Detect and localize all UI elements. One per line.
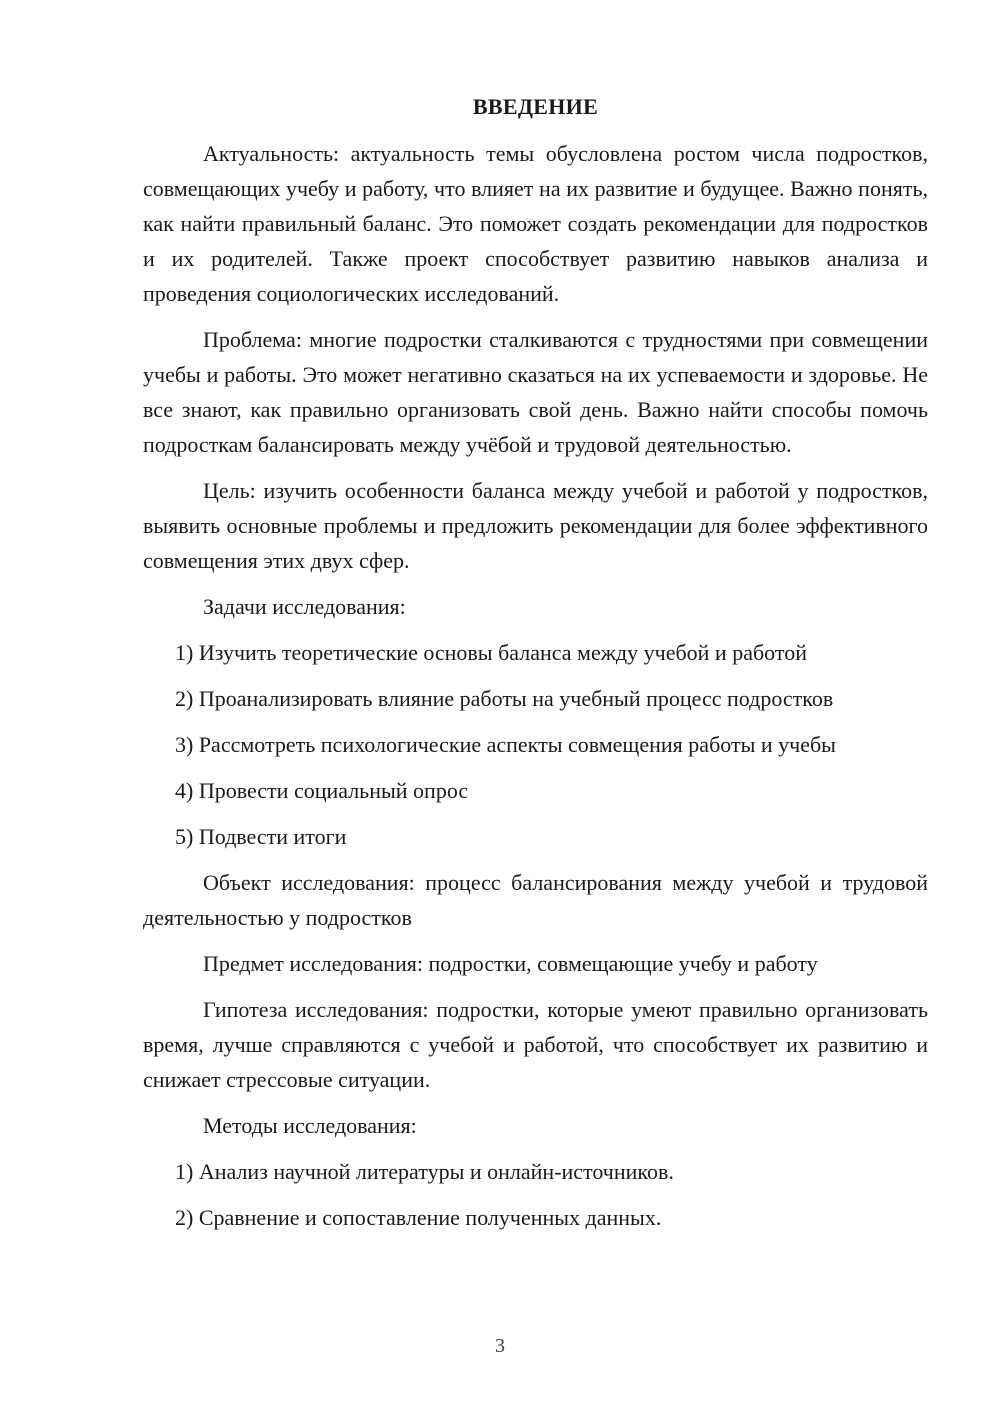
tasks-heading: Задачи исследования: — [203, 594, 406, 619]
paragraph-goal: Цель: изучить особенности баланса между учебой и работой у подростков, выявить основные проблемы и предложить рекомендации для более эффективного совмещения этих двух сфер. — [143, 478, 928, 573]
list-item: 5) Подвести итоги — [175, 824, 347, 849]
list-item: 1) Изучить теоретические основы баланса между учебой и работой — [175, 640, 807, 665]
paragraph-hypothesis: Гипотеза исследования: подростки, которые умеют правильно организовать время, лучше справляются с учебой и работой, что способствует их развитию и снижает стрессовые ситуации. — [143, 997, 928, 1092]
list-item: 4) Провести социальный опрос — [175, 778, 469, 803]
list-item: 3) Рассмотреть психологические аспекты совмещения работы и учебы — [175, 732, 836, 757]
paragraph-object: Объект исследования: процесс балансирования между учебой и трудовой деятельностью у подростков — [143, 870, 928, 930]
list-item: 2) Проанализировать влияние работы на учебный процесс подростков — [175, 686, 834, 711]
document-title: ВВЕДЕНИЕ — [472, 94, 599, 119]
paragraph-relevance: Актуальность: актуальность темы обусловлена ростом числа подростков, совмещающих учебу и работу, что влияет на их развитие и будущее. Важно понять, как найти правильный баланс. Это поможет создать рекомендации для подростков и их родителей. Также проект способствует развитию навыков анализа и проведения социологических исследований. — [143, 141, 928, 306]
methods-list — [143, 1154, 928, 1235]
page-number: 3 — [495, 1335, 505, 1357]
list-item: 2) Сравнение и сопоставление полученных данных. — [175, 1205, 662, 1230]
document-page — [143, 92, 928, 1246]
tasks-list — [143, 635, 928, 854]
methods-heading: Методы исследования: — [203, 1113, 417, 1138]
paragraph-subject: Предмет исследования: подростки, совмещающие учебу и работу — [203, 951, 818, 976]
paragraph-problem: Проблема: многие подростки сталкиваются с трудностями при совмещении учебы и работы. Это может негативно сказаться на их успеваемости и здоровье. Не все знают, как правильно организовать свой день. Важно найти способы помочь подросткам балансировать между учёбой и трудовой деятельностью. — [143, 327, 928, 457]
list-item: 1) Анализ научной литературы и онлайн-источников. — [175, 1159, 674, 1184]
